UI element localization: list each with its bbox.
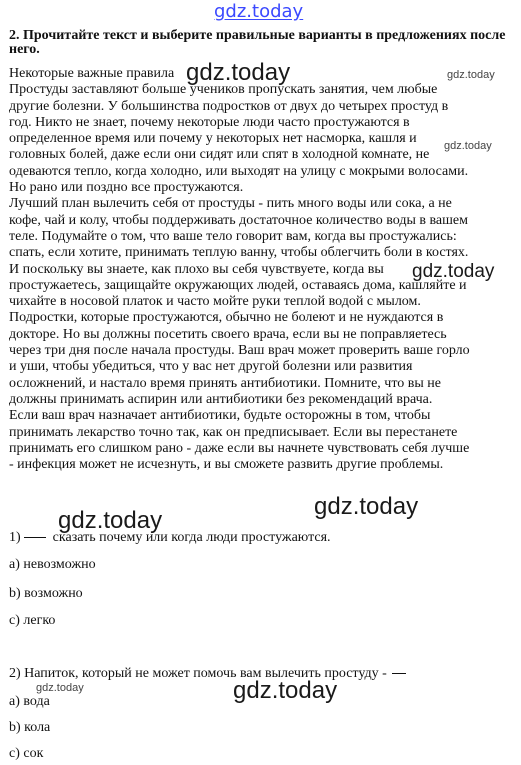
- text-line: докторе. Но вы должны посетить своего врача, если вы не поправляетесь: [9, 326, 447, 342]
- question-text: сказать почему или когда люди простужаются.: [52, 530, 331, 545]
- option-1b: b) возможно: [9, 586, 83, 601]
- option-2c: c) сок: [9, 746, 44, 761]
- text-line: другие болезни. У большинства подростков от двух до четырех простуд в: [9, 98, 449, 114]
- watermark: gdz.today: [186, 59, 291, 86]
- watermark: gdz.today: [444, 140, 492, 152]
- text-line: Лучший план вылечить себя от простуды - пить много воды или сока, а не: [9, 196, 452, 212]
- text-line: определенное время или почему у некоторых нет насморка, кашля и: [9, 131, 417, 147]
- option-2b: b) кола: [9, 720, 51, 735]
- text-line: простужаетесь, защищайте окружающих людей, оставаясь дома, кашляйте и: [9, 277, 467, 293]
- text-line: головных болей, даже если они сидят или спят в холодной комнате, не: [9, 147, 430, 163]
- text-line: Некоторые важные правила: [9, 66, 175, 81]
- watermark: gdz.today: [36, 682, 84, 694]
- text-line: через три дня после начала простуды. Ваш врач может проверить ваше горло: [9, 343, 470, 359]
- text-line: осложнений, и настало время принять антибиотики. Помните, что вы не: [9, 375, 441, 391]
- text-line: Простуды заставляют больше учеников пропускать занятия, чем любые: [9, 82, 438, 98]
- text-line: принимать лекарство точно так, как он предписывает. Если вы перестанете: [9, 424, 458, 440]
- watermark: gdz.today: [58, 507, 163, 534]
- text-line: Если ваш врач назначает антибиотики, будьте осторожны в том, чтобы: [9, 408, 431, 424]
- text-line: Но рано или поздно все простужаются.: [9, 180, 244, 196]
- watermark: gdz.today: [233, 677, 338, 704]
- answer-blank: [24, 537, 46, 538]
- text-line: Подростки, которые простужаются, обычно не болеют и не нуждаются в: [9, 310, 444, 326]
- text-line: должны принимать аспирин или антибиотики без рекомендаций врача.: [9, 391, 433, 407]
- text-line: одеваются тепло, когда холодно, или выходят на улицу с мокрыми волосами.: [9, 163, 469, 179]
- text-line: и уши, чтобы убедиться, что у вас нет другой болезни или развития: [9, 359, 413, 375]
- text-line: теле. Подумайте о том, что ваше тело говорит вам, когда вы простужались:: [9, 228, 457, 244]
- text-line: чихайте в носовой платок и часто мойте руки теплой водой с мылом.: [9, 294, 421, 310]
- text-line: спать, если хотите, принимать теплую ванну, чтобы облегчить боли в костях.: [9, 245, 469, 261]
- question-1: [9, 530, 331, 546]
- reading-text: [9, 66, 509, 473]
- option-1a: a) невозможно: [9, 557, 96, 572]
- watermark: gdz.today: [412, 261, 495, 282]
- text-line: принимать его слишком рано - даже если вы начнете чувствовать себя лучше: [9, 440, 470, 456]
- question-number: 1): [9, 530, 21, 545]
- watermark: gdz.today: [447, 69, 495, 81]
- watermark-top[interactable]: gdz.today: [214, 1, 304, 22]
- watermark: gdz.today: [314, 493, 419, 520]
- text-line: - инфекция может не исчезнуть, и вы сможете развить другие проблемы.: [9, 457, 444, 473]
- option-1c: c) легко: [9, 613, 56, 628]
- question-number: 2): [9, 666, 21, 681]
- text-line: год. Никто не знает, почему некоторые люди часто простужаются в: [9, 114, 410, 130]
- answer-blank: [392, 673, 406, 674]
- question-2: [9, 666, 406, 682]
- text-line: кофе, чай и колу, чтобы поддерживать достаточное количество воды в вашем: [9, 212, 468, 228]
- option-2a: a) вода: [9, 694, 50, 709]
- question-text: Напиток, который не может помочь вам вылечить простуду -: [24, 666, 387, 681]
- text-line: И поскольку вы знаете, как плохо вы себя чувствуете, когда вы: [9, 261, 384, 277]
- task-title: 2. Прочитайте текст и выберите правильные варианты в предложениях после него.: [9, 28, 506, 57]
